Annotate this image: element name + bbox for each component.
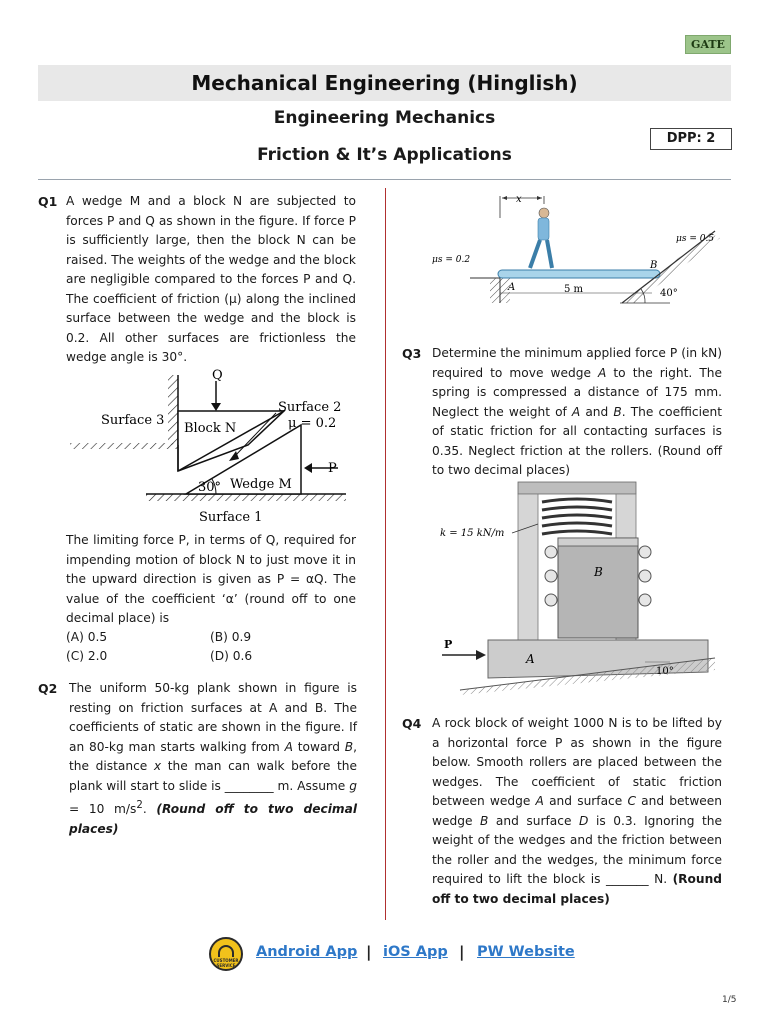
q2-text: The uniform 50-kg plank shown in figure is resting on friction surfaces at A and B. The coefficients of static are shown in the figure. If an 80-kg man starts walking from A toward B, the distance x the man can walk before the plank will start to slide is ________ m. Assume g = 10 $m/s^2$. (Round off to two decimal places) (69, 681, 358, 836)
q2-number: Q2 (38, 681, 58, 696)
fig1-surface2-label: Surface 2 (278, 400, 342, 415)
fig3-a-label: A (526, 652, 535, 666)
man-figure (530, 208, 552, 268)
q3-number: Q3 (402, 346, 422, 361)
fig3-k-label: k = 15 kN/m (440, 528, 505, 539)
ground-hatch (146, 494, 346, 501)
exam-badge: GATE (685, 35, 731, 54)
ledge-hatch (70, 443, 178, 449)
fig1-mu-label: μ = 0.2 (288, 416, 337, 431)
page-title: Mechanical Engineering (Hinglish) (38, 65, 731, 101)
subject-heading: Engineering Mechanics (273, 108, 496, 128)
fig2-len-label: 5 m (564, 284, 584, 295)
fig1-surface1-label: Surface 1 (199, 510, 263, 525)
q3-text: Determine the minimum applied force P (in kN) required to move wedge A to the right. The spring is compressed a distance of 175 mm. Neglect the weight of A and B. The coefficient of static friction for all contacting surfaces is 0.35. Neglect friction at the rollers. (Round off to two decimal places) (432, 346, 722, 477)
fig3-p-label: P (444, 638, 453, 651)
q1-option-a[interactable]: (A) 0.5 (66, 630, 108, 644)
footer (0, 935, 768, 975)
fig1-surface3-label: Surface 3 (101, 413, 165, 428)
q1-option-d[interactable]: (D) 0.6 (210, 649, 253, 663)
plank (498, 270, 660, 278)
fig2-angle-label: 40° (660, 288, 678, 299)
fig1-q-label: Q (212, 368, 223, 383)
wall-hatch (168, 375, 178, 445)
q1-text: A wedge M and a block N are subjected to forces P and Q as shown in the figure. If force P is sufficiently large, then the block N can be raised. The weights of the wedge and the block are negligible compared to the forces P and Q. The coefficient of friction (μ) along the inclined surface between the wedge and the block is 0.2. All other surfaces are frictionless the wedge angle is 30°. (66, 194, 356, 364)
page-number: 1/5 (722, 995, 737, 1005)
q1-figure (66, 363, 366, 528)
q1-option-b[interactable]: (B) 0.9 (210, 630, 252, 644)
q4-text: A rock block of weight 1000 N is to be lifted by a horizontal force P as shown in the figure below. Smooth rollers are placed between the wedges. The coefficient of static friction between wedge A and surface C and between wedge B and surface D is 0.3. Ignoring the weight of the wedges and the friction between the roller and the wedges, the minimum force required to lift the block is _______ N. (Round off to two decimal places) (432, 716, 723, 906)
fig3-b-label: B (594, 565, 603, 579)
dpp-label: DPP: 2 (650, 128, 732, 150)
android-app-link[interactable]: Android App (256, 944, 358, 960)
pw-website-link[interactable]: PW Website (477, 944, 575, 960)
column-divider (385, 188, 386, 920)
q1-number: Q1 (38, 194, 58, 209)
customer-service-icon[interactable]: CUSTOMER SERVICE (209, 937, 243, 971)
fig2-a-label: A (508, 282, 516, 293)
ios-app-link[interactable]: iOS App (383, 944, 448, 960)
q1-option-c[interactable]: (C) 2.0 (66, 649, 108, 663)
fig1-wedge-label: Wedge M (230, 477, 292, 492)
fig2-mu-b: μs = 0.5 (676, 234, 715, 244)
q1-text-2: The limiting force P, in terms of Q, required for impending motion of block N to just move it in the upward direction is given as P = αQ. The value of the coefficient ‘α’ (round off to one decimal place) is (66, 533, 356, 625)
q2-figure (430, 188, 730, 313)
fig2-mu-a: μs = 0.2 (432, 255, 471, 265)
fig3-angle-label: 10° (656, 666, 674, 677)
fig1-p-label: P (328, 461, 337, 476)
q3-figure (430, 480, 720, 695)
chapter-heading: Friction & It’s Applications (257, 145, 512, 165)
footer-separator: | (366, 943, 372, 961)
fig2-b-label: B (650, 260, 658, 271)
q4-number: Q4 (402, 716, 422, 731)
block-b (558, 538, 638, 638)
header-divider (38, 179, 731, 180)
fig1-block-label: Block N (184, 421, 237, 436)
fig1-angle-label: 30° (198, 480, 222, 495)
fig2-x-label: x (516, 194, 522, 205)
spring (542, 499, 612, 534)
footer-separator: | (459, 943, 465, 961)
